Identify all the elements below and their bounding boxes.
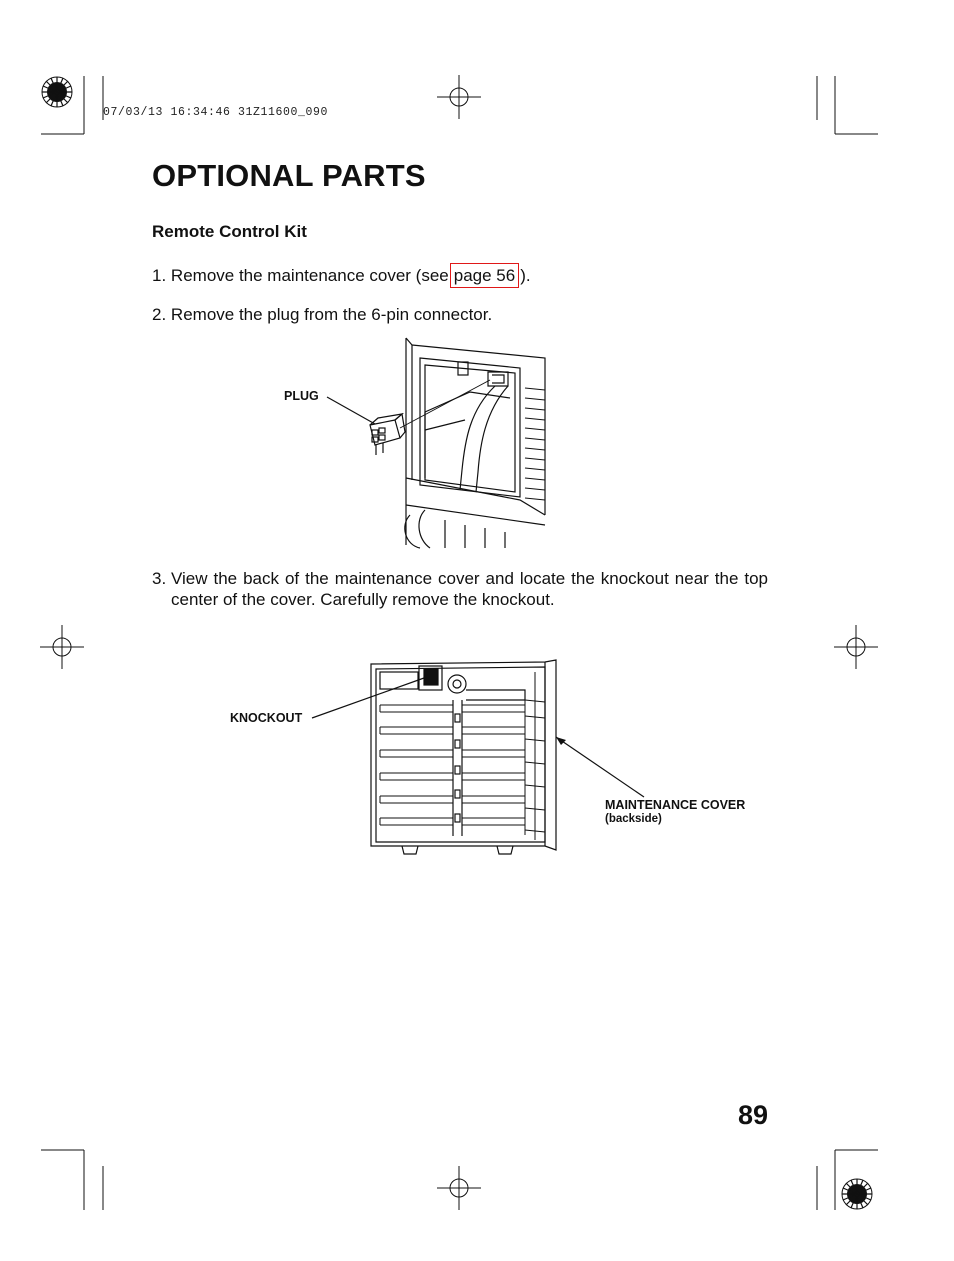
step-text: Remove the maintenance cover (see — [170, 266, 449, 285]
step-number: 1. — [152, 266, 167, 285]
knockout-label: KNOCKOUT — [230, 711, 303, 725]
step-number: 3. — [152, 569, 167, 588]
section-title: Remote Control Kit — [152, 222, 307, 241]
plug-label: PLUG — [284, 389, 319, 403]
maintenance-cover-sublabel: (backside) — [605, 813, 662, 825]
page-56-link[interactable]: page 56 — [450, 263, 519, 288]
step-text: Remove the plug from the 6-pin connector. — [170, 305, 493, 324]
print-stamp: 07/03/13 16:34:46 31Z11600_090 — [103, 106, 329, 119]
maintenance-cover-label: MAINTENANCE COVER — [605, 798, 746, 812]
step-text: View the back of the maintenance cover and locate the knockout near the top center of the cover. Carefully remove the knockout. — [171, 569, 768, 609]
page-title: OPTIONAL PARTS — [152, 158, 426, 193]
step-text-end: ). — [520, 266, 531, 285]
page-number: 89 — [738, 1100, 769, 1130]
step-number: 2. — [152, 305, 167, 324]
